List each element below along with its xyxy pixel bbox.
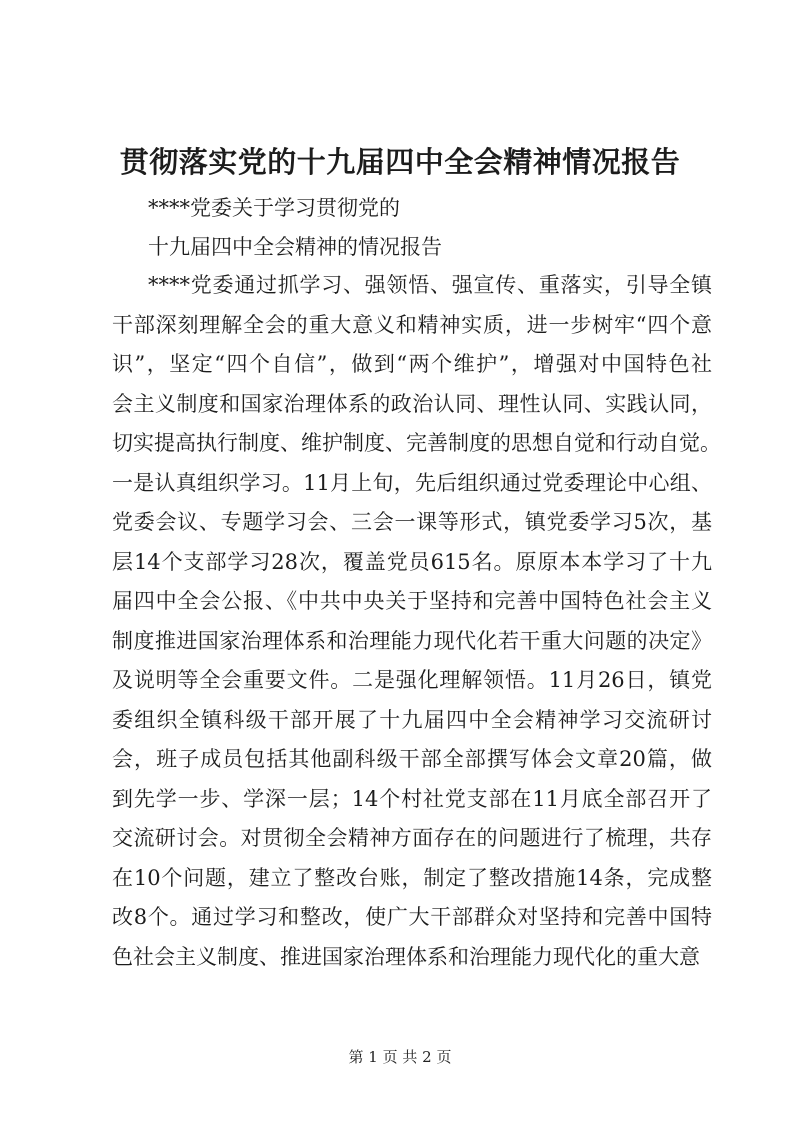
page-footer: 第 1 页 共 2 页 xyxy=(348,1048,452,1066)
body-line: 及说明等全会重要文件。二是强化理解领悟。11月26日，镇党 xyxy=(112,668,712,692)
body-line: 会主义制度和国家治理体系的政治认同、理性认同、实践认同， xyxy=(112,391,712,416)
body-line: 层14个支部学习28次，覆盖党员615名。原原本本学习了十九 xyxy=(112,549,712,574)
body-line: 识”，坚定“四个自信”，做到“两个维护”，增强对中国特色社 xyxy=(112,352,712,376)
body-line: 会，班子成员包括其他副科级干部全部撰写体会文章20篇，做 xyxy=(112,747,712,771)
report-body xyxy=(112,266,721,977)
body-line: 交流研讨会。对贯彻全会精神方面存在的问题进行了梳理，共存 xyxy=(112,826,712,850)
body-line: ****党委通过抓学习、强领悟、强宣传、重落实，引导全镇 xyxy=(148,273,712,297)
body-line: 一是认真组织学习。11月上旬，先后组织通过党委理论中心组、 xyxy=(112,470,712,495)
body-line: 到先学一步、学深一层；14个村社党支部在11月底全部召开了 xyxy=(112,786,712,811)
body-line: 党委会议、专题学习会、三会一课等形式，镇党委学习5次，基 xyxy=(112,510,712,534)
body-line: 届四中全会公报、《中共中央关于坚持和完善中国特色社会主义 xyxy=(112,589,712,613)
body-line: 改8个。通过学习和整改，使广大干部群众对坚持和完善中国特 xyxy=(112,905,712,929)
body-line: 在10个问题，建立了整改台账，制定了整改措施14条，完成整 xyxy=(112,865,712,890)
body-line: 切实提高执行制度、维护制度、完善制度的思想自觉和行动自觉。 xyxy=(112,431,721,455)
subtitle-line-1: ****党委关于学习贯彻党的 xyxy=(148,196,400,220)
body-line: 色社会主义制度、推进国家治理体系和治理能力现代化的重大意 xyxy=(112,944,700,969)
body-line: 干部深刻理解全会的重大意义和精神实质，进一步树牢“四个意 xyxy=(112,312,712,337)
body-line: 制度推进国家治理体系和治理能力现代化若干重大问题的决定》 xyxy=(112,628,712,653)
body-line: 委组织全镇科级干部开展了十九届四中全会精神学习交流研讨 xyxy=(112,707,712,732)
document-title: 贯彻落实党的十九届四中全会精神情况报告 xyxy=(119,145,681,179)
subtitle-line-2: 十九届四中全会精神的情况报告 xyxy=(148,235,442,259)
